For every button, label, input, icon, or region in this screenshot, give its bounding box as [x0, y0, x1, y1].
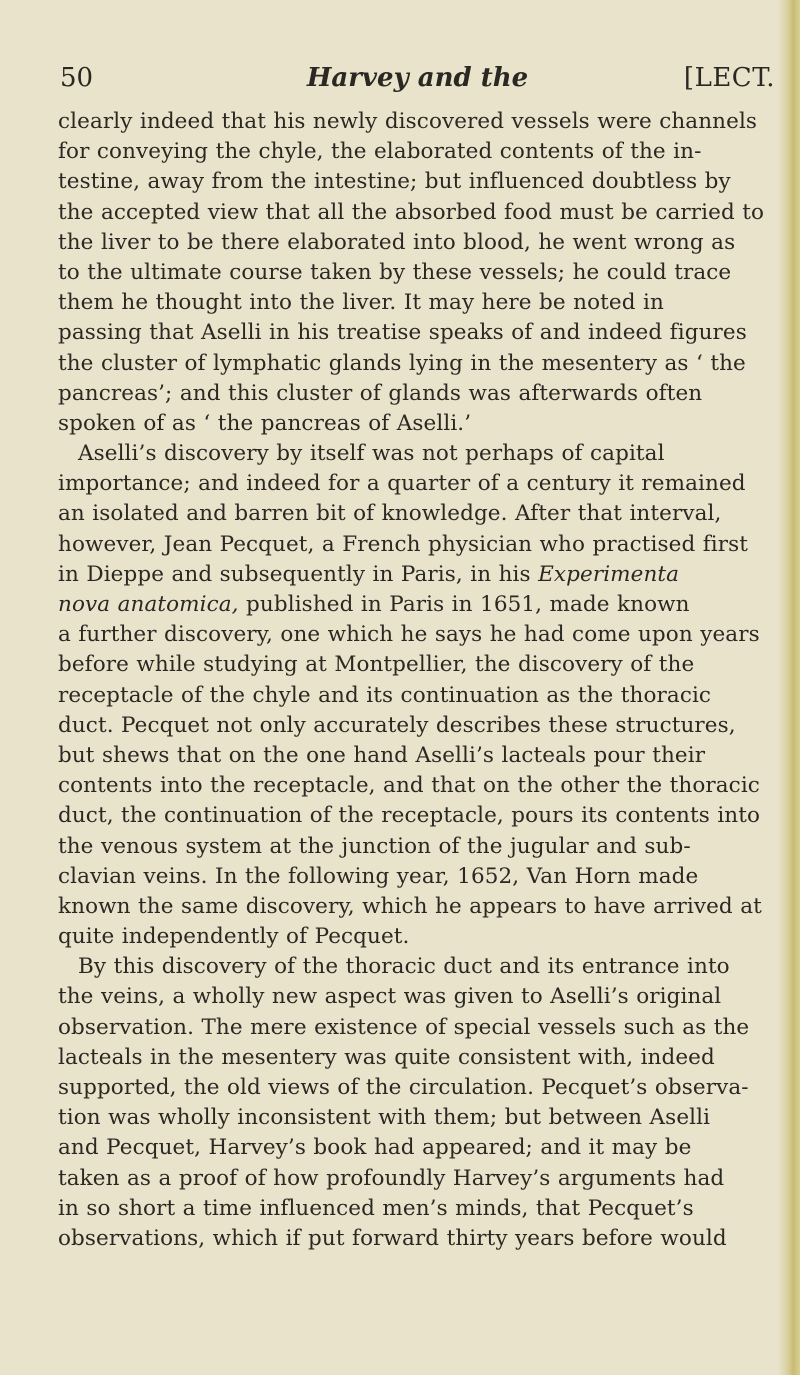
- text-line: taken as a proof of how profoundly Harvey’s arguments had: [58, 1165, 725, 1191]
- text-line: lacteals in the mesentery was quite consistent with, indeed: [58, 1044, 715, 1070]
- paragraph-start-line: By this discovery of the thoracic duct and its entrance into: [78, 954, 730, 980]
- text-line: testine, away from the intestine; but influenced doubtless by: [58, 169, 731, 195]
- text-line: observations, which if put forward thirty years before would: [58, 1225, 727, 1251]
- book-title-italic: nova anatomica,: [58, 592, 239, 617]
- text-line: known the same discovery, which he appears to have arrived at: [58, 893, 762, 919]
- text-line: them he thought into the liver. It may here be noted in: [58, 290, 664, 316]
- text-line: the cluster of lymphatic glands lying in the mesentery as ‘ the: [58, 350, 746, 376]
- text-line: a further discovery, one which he says he had come upon years: [58, 622, 760, 648]
- line-text: published in Paris in 1651, made known: [238, 592, 690, 617]
- text-line: for conveying the chyle, the elaborated contents of the in-: [58, 139, 702, 165]
- text-line: contents into the receptacle, and that on the other the thoracic: [58, 773, 760, 799]
- page-number: 50: [60, 63, 94, 93]
- section-label: [LECT.: [683, 63, 775, 93]
- text-line: duct, the continuation of the receptacle, pours its contents into: [58, 803, 761, 829]
- text-line: the accepted view that all the absorbed food must be carried to: [58, 199, 765, 225]
- text-line: tion was wholly inconsistent with them; but between Aselli: [58, 1105, 711, 1131]
- text-line: passing that Aselli in his treatise speaks of and indeed figures: [58, 320, 747, 346]
- line-text: in Dieppe and subsequently in Paris, in his: [58, 561, 539, 587]
- text-line: the venous system at the junction of the jugular and sub-: [58, 833, 691, 859]
- text-line: duct. Pecquet not only accurately describes these structures,: [58, 712, 736, 738]
- text-line: pancreas’; and this cluster of glands was afterwards often: [58, 380, 703, 406]
- text-line: importance; and indeed for a quarter of a century it remained: [58, 471, 746, 497]
- text-line: receptacle of the chyle and its continuation as the thoracic: [58, 682, 712, 708]
- text-line: the liver to be there elaborated into blood, he went wrong as: [58, 229, 736, 255]
- text-line: spoken of as ‘ the pancreas of Aselli.’: [58, 410, 472, 436]
- text-line: in so short a time influenced men’s minds, that Pecquet’s: [58, 1195, 694, 1221]
- text-line: before while studying at Montpellier, the discovery of the: [58, 652, 695, 678]
- running-head: [60, 61, 775, 95]
- text-line: and Pecquet, Harvey’s book had appeared; and it may be: [58, 1135, 692, 1161]
- text-line: supported, the old views of the circulation. Pecquet’s observa-: [58, 1075, 749, 1100]
- text-line: but shews that on the one hand Aselli’s lacteals pour their: [58, 742, 706, 768]
- book-title-italic: Experimenta: [538, 561, 680, 587]
- text-line: clearly indeed that his newly discovered vessels were channels: [58, 109, 758, 134]
- text-line: quite independently of Pecquet.: [58, 924, 410, 950]
- text-line: [58, 560, 788, 590]
- body-text: [58, 107, 788, 1254]
- text-line: the veins, a wholly new aspect was given to Aselli’s original: [58, 984, 722, 1010]
- text-line: [58, 590, 788, 620]
- running-title: Harvey and the: [306, 63, 529, 93]
- paragraph-start-line: Aselli’s discovery by itself was not perhaps of capital: [78, 441, 665, 467]
- text-line: to the ultimate course taken by these vessels; he could trace: [58, 259, 732, 285]
- text-line: an isolated and barren bit of knowledge. After that interval,: [58, 501, 722, 527]
- book-page: [58, 0, 784, 1375]
- text-line: observation. The mere existence of special vessels such as the: [58, 1014, 750, 1040]
- text-line: however, Jean Pecquet, a French physician who practised first: [58, 531, 749, 557]
- text-line: clavian veins. In the following year, 1652, Van Horn made: [58, 863, 699, 889]
